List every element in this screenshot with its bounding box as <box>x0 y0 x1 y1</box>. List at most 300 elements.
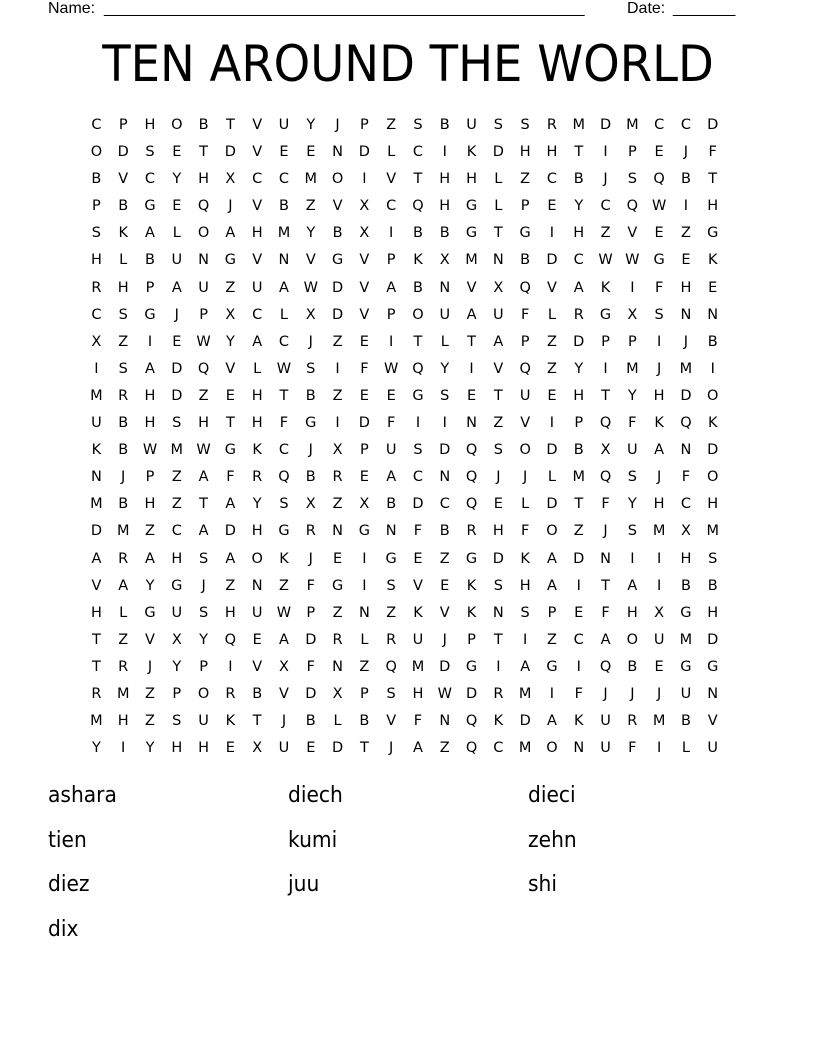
grid-cell[interactable]: B <box>386 496 397 513</box>
grid-cell[interactable]: V <box>359 306 370 323</box>
grid-cell[interactable]: S <box>172 713 182 730</box>
grid-cell[interactable]: I <box>630 550 635 567</box>
grid-cell[interactable]: W <box>303 279 318 296</box>
grid-cell[interactable]: H <box>144 415 156 432</box>
grid-cell[interactable]: H <box>439 171 451 188</box>
grid-cell[interactable]: Y <box>172 171 182 188</box>
grid-cell[interactable]: W <box>276 360 292 377</box>
grid-cell[interactable]: E <box>440 577 450 594</box>
grid-cell[interactable]: R <box>466 523 477 540</box>
grid-cell[interactable]: Q <box>626 198 639 215</box>
grid-cell[interactable]: A <box>573 279 584 296</box>
grid-cell[interactable]: D <box>492 550 504 567</box>
grid-cell[interactable]: R <box>573 306 584 323</box>
grid-cell[interactable]: G <box>144 604 156 621</box>
grid-cell[interactable]: G <box>599 306 612 323</box>
grid-cell[interactable]: X <box>359 225 370 242</box>
grid-cell[interactable]: C <box>278 171 290 188</box>
grid-cell[interactable]: I <box>549 415 555 432</box>
grid-cell[interactable]: B <box>305 469 316 486</box>
grid-cell[interactable]: V <box>252 658 263 675</box>
grid-cell[interactable]: D <box>331 306 344 323</box>
grid-cell[interactable]: U <box>439 306 451 323</box>
grid-cell[interactable]: Q <box>653 171 665 188</box>
grid-cell[interactable]: Q <box>412 360 424 377</box>
grid-cell[interactable]: B <box>118 415 129 432</box>
grid-cell[interactable]: E <box>172 144 182 161</box>
grid-cell[interactable]: A <box>546 713 557 730</box>
grid-cell[interactable]: Z <box>225 279 236 296</box>
grid-cell[interactable]: F <box>413 523 423 540</box>
grid-cell[interactable]: Z <box>680 225 691 242</box>
grid-cell[interactable]: I <box>549 685 555 702</box>
grid-cell[interactable]: G <box>680 658 692 675</box>
grid-cell[interactable]: Y <box>199 631 209 648</box>
grid-cell[interactable]: P <box>574 415 584 432</box>
grid-cell[interactable]: Z <box>493 415 504 432</box>
grid-cell[interactable]: N <box>90 469 102 486</box>
grid-cell[interactable]: H <box>144 117 156 133</box>
grid-cell[interactable]: T <box>199 144 209 161</box>
grid-cell[interactable]: U <box>278 117 290 133</box>
grid-cell[interactable]: B <box>707 577 718 594</box>
grid-cell[interactable]: N <box>600 550 611 567</box>
grid-cell[interactable]: C <box>546 171 557 188</box>
grid-cell[interactable]: I <box>710 360 715 377</box>
grid-cell[interactable]: K <box>252 442 262 459</box>
grid-cell[interactable]: T <box>279 387 289 404</box>
grid-cell[interactable]: N <box>251 577 263 594</box>
grid-cell[interactable]: J <box>281 713 287 730</box>
grid-cell[interactable]: E <box>359 387 369 404</box>
grid-cell[interactable]: E <box>225 740 235 757</box>
grid-cell[interactable]: H <box>707 604 719 621</box>
grid-cell[interactable]: S <box>627 469 637 486</box>
grid-cell[interactable]: E <box>547 198 557 215</box>
grid-cell[interactable]: B <box>305 713 316 730</box>
grid-cell[interactable]: V <box>252 198 263 215</box>
grid-cell[interactable]: U <box>251 604 263 621</box>
grid-cell[interactable]: I <box>389 333 394 350</box>
grid-cell[interactable]: Z <box>600 225 611 242</box>
grid-cell[interactable]: F <box>520 306 530 323</box>
grid-cell[interactable]: A <box>413 740 423 757</box>
grid-cell[interactable]: T <box>708 171 718 188</box>
grid-cell[interactable]: I <box>335 415 340 432</box>
grid-cell[interactable]: S <box>145 144 155 161</box>
grid-cell[interactable]: Z <box>573 523 584 540</box>
grid-cell[interactable]: I <box>362 171 367 188</box>
grid-cell[interactable]: S <box>520 117 530 133</box>
grid-cell[interactable]: G <box>331 252 344 269</box>
grid-cell[interactable]: H <box>198 415 210 432</box>
grid-cell[interactable]: U <box>627 442 638 459</box>
grid-cell[interactable]: V <box>520 415 531 432</box>
grid-cell[interactable]: M <box>411 658 425 675</box>
grid-cell[interactable]: Q <box>519 279 531 296</box>
grid-cell[interactable]: I <box>469 360 474 377</box>
grid-cell[interactable]: O <box>707 387 719 404</box>
grid-cell[interactable]: W <box>383 360 399 377</box>
grid-cell[interactable]: D <box>573 550 585 567</box>
grid-cell[interactable]: A <box>546 577 557 594</box>
grid-cell[interactable]: K <box>225 713 236 730</box>
grid-cell[interactable]: C <box>680 496 691 513</box>
grid-cell[interactable]: E <box>306 740 316 757</box>
grid-cell[interactable]: A <box>520 658 531 675</box>
grid-cell[interactable]: U <box>251 279 263 296</box>
grid-cell[interactable]: S <box>386 685 396 702</box>
grid-cell[interactable]: M <box>679 360 693 377</box>
grid-cell[interactable]: A <box>145 360 155 377</box>
grid-cell[interactable]: J <box>496 469 501 486</box>
grid-cell[interactable]: D <box>358 415 370 432</box>
grid-cell[interactable]: Y <box>306 117 316 133</box>
grid-cell[interactable]: C <box>680 117 691 133</box>
grid-cell[interactable]: G <box>465 658 478 675</box>
grid-cell[interactable]: H <box>519 144 531 161</box>
grid-cell[interactable]: W <box>196 442 211 459</box>
grid-cell[interactable]: V <box>386 171 397 188</box>
grid-cell[interactable]: V <box>627 225 638 242</box>
grid-cell[interactable]: H <box>224 604 236 621</box>
grid-cell[interactable]: X <box>171 631 182 648</box>
grid-cell[interactable]: Z <box>145 523 155 540</box>
grid-cell[interactable]: K <box>413 252 423 269</box>
grid-cell[interactable]: D <box>224 144 236 161</box>
grid-cell[interactable]: S <box>118 306 128 323</box>
grid-cell[interactable]: I <box>121 740 126 757</box>
grid-cell[interactable]: Y <box>172 658 182 675</box>
grid-cell[interactable]: Y <box>627 387 637 404</box>
grid-cell[interactable]: V <box>546 279 557 296</box>
grid-cell[interactable]: A <box>386 279 397 296</box>
grid-cell[interactable]: H <box>653 496 665 513</box>
grid-cell[interactable]: Z <box>546 631 557 648</box>
grid-cell[interactable]: Y <box>440 360 450 377</box>
grid-cell[interactable]: Q <box>599 469 612 486</box>
grid-cell[interactable]: T <box>601 577 610 594</box>
grid-cell[interactable]: Q <box>680 415 692 432</box>
grid-cell[interactable]: D <box>439 658 451 675</box>
grid-cell[interactable]: Q <box>197 198 210 215</box>
grid-cell[interactable]: A <box>225 496 236 513</box>
grid-cell[interactable]: T <box>225 415 235 432</box>
grid-cell[interactable]: E <box>547 387 557 404</box>
grid-cell[interactable]: S <box>627 523 637 540</box>
grid-cell[interactable]: B <box>145 252 155 269</box>
grid-cell[interactable]: J <box>389 740 394 757</box>
grid-cell[interactable]: H <box>117 279 129 296</box>
grid-cell[interactable]: Z <box>171 469 182 486</box>
grid-cell[interactable]: B <box>332 225 343 242</box>
grid-cell[interactable]: V <box>252 144 263 161</box>
grid-cell[interactable]: Z <box>359 658 370 675</box>
grid-cell[interactable]: V <box>359 279 370 296</box>
grid-cell[interactable]: C <box>600 198 611 215</box>
grid-cell[interactable]: C <box>252 171 263 188</box>
grid-cell[interactable]: G <box>171 577 183 594</box>
grid-cell[interactable]: A <box>466 306 477 323</box>
grid-cell[interactable]: R <box>225 685 236 702</box>
grid-cell[interactable]: L <box>494 198 503 215</box>
grid-cell[interactable]: G <box>385 550 397 567</box>
grid-cell[interactable]: E <box>332 550 343 567</box>
grid-cell[interactable]: M <box>518 740 532 757</box>
grid-cell[interactable]: H <box>251 415 263 432</box>
grid-cell[interactable]: J <box>656 469 662 486</box>
grid-cell[interactable]: I <box>656 577 662 594</box>
grid-cell[interactable]: A <box>252 333 263 350</box>
grid-cell[interactable]: I <box>656 740 662 757</box>
grid-cell[interactable]: E <box>413 550 423 567</box>
grid-cell[interactable]: W <box>625 252 640 269</box>
grid-cell[interactable]: X <box>332 442 343 459</box>
grid-cell[interactable]: E <box>172 333 182 350</box>
grid-cell[interactable]: I <box>630 279 635 296</box>
grid-cell[interactable]: U <box>171 252 183 269</box>
grid-cell[interactable]: S <box>279 496 289 513</box>
grid-cell[interactable]: P <box>359 442 369 459</box>
grid-cell[interactable]: T <box>493 225 503 242</box>
grid-cell[interactable]: G <box>680 604 692 621</box>
grid-cell[interactable]: B <box>573 442 584 459</box>
grid-cell[interactable]: P <box>547 604 557 621</box>
grid-cell[interactable]: U <box>385 442 397 459</box>
grid-cell[interactable]: I <box>603 360 608 377</box>
grid-cell[interactable]: O <box>412 306 424 323</box>
grid-cell[interactable]: T <box>601 387 610 404</box>
grid-cell[interactable]: G <box>224 252 236 269</box>
grid-cell[interactable]: F <box>226 469 235 486</box>
grid-cell[interactable]: H <box>251 387 263 404</box>
grid-cell[interactable]: O <box>331 171 344 188</box>
grid-cell[interactable]: J <box>442 631 447 648</box>
grid-cell[interactable]: F <box>654 279 664 296</box>
grid-cell[interactable]: C <box>386 198 397 215</box>
grid-cell[interactable]: E <box>252 631 262 648</box>
grid-cell[interactable]: Y <box>145 740 155 757</box>
grid-cell[interactable]: Y <box>91 740 101 757</box>
grid-cell[interactable]: J <box>656 360 662 377</box>
grid-cell[interactable]: F <box>574 685 583 702</box>
grid-cell[interactable]: M <box>277 225 291 242</box>
grid-cell[interactable]: I <box>362 550 367 567</box>
grid-cell[interactable]: Q <box>465 740 478 757</box>
grid-cell[interactable]: A <box>198 469 209 486</box>
grid-cell[interactable]: J <box>630 685 635 702</box>
grid-cell[interactable]: L <box>333 713 342 730</box>
grid-cell[interactable]: H <box>144 496 156 513</box>
grid-cell[interactable]: L <box>521 496 530 513</box>
grid-cell[interactable]: D <box>546 496 558 513</box>
grid-cell[interactable]: V <box>332 198 343 215</box>
grid-cell[interactable]: L <box>494 171 503 188</box>
grid-cell[interactable]: F <box>413 713 423 730</box>
grid-cell[interactable]: V <box>252 117 263 133</box>
grid-cell[interactable]: B <box>412 279 423 296</box>
grid-cell[interactable]: A <box>654 442 665 459</box>
grid-cell[interactable]: E <box>279 144 289 161</box>
grid-cell[interactable]: R <box>627 713 638 730</box>
grid-cell[interactable]: Z <box>332 604 343 621</box>
grid-cell[interactable]: B <box>680 171 691 188</box>
grid-cell[interactable]: V <box>439 604 450 621</box>
grid-cell[interactable]: I <box>228 658 233 675</box>
grid-cell[interactable]: Z <box>225 577 236 594</box>
grid-cell[interactable]: C <box>91 117 102 133</box>
grid-cell[interactable]: U <box>493 306 504 323</box>
grid-cell[interactable]: J <box>683 333 689 350</box>
grid-cell[interactable]: X <box>439 252 450 269</box>
grid-cell[interactable]: M <box>116 685 130 702</box>
grid-cell[interactable]: A <box>493 333 504 350</box>
grid-cell[interactable]: K <box>520 550 530 567</box>
grid-cell[interactable]: G <box>519 225 531 242</box>
grid-cell[interactable]: P <box>359 117 369 133</box>
grid-cell[interactable]: Q <box>465 713 478 730</box>
grid-cell[interactable]: G <box>465 225 478 242</box>
grid-cell[interactable]: N <box>492 252 504 269</box>
grid-cell[interactable]: A <box>118 577 129 594</box>
grid-cell[interactable]: H <box>680 279 692 296</box>
grid-cell[interactable]: Z <box>439 740 450 757</box>
grid-cell[interactable]: V <box>145 631 155 648</box>
grid-cell[interactable]: G <box>144 306 156 323</box>
grid-cell[interactable]: E <box>493 496 503 513</box>
grid-cell[interactable]: D <box>439 442 451 459</box>
grid-cell[interactable]: K <box>707 415 718 432</box>
grid-cell[interactable]: S <box>306 360 316 377</box>
grid-cell[interactable]: L <box>547 469 556 486</box>
grid-cell[interactable]: H <box>171 550 183 567</box>
grid-cell[interactable]: M <box>706 523 719 540</box>
grid-cell[interactable]: C <box>91 306 102 323</box>
grid-cell[interactable]: O <box>626 631 639 648</box>
grid-cell[interactable]: V <box>466 279 477 296</box>
grid-cell[interactable]: B <box>573 171 584 188</box>
grid-cell[interactable]: S <box>172 415 182 432</box>
grid-cell[interactable]: Z <box>305 198 316 215</box>
grid-cell[interactable]: H <box>117 713 129 730</box>
grid-cell[interactable]: J <box>683 144 689 161</box>
grid-cell[interactable]: S <box>118 360 128 377</box>
grid-cell[interactable]: Y <box>627 496 637 513</box>
grid-cell[interactable]: S <box>440 387 450 404</box>
grid-cell[interactable]: U <box>91 415 102 432</box>
grid-cell[interactable]: O <box>171 117 183 133</box>
grid-cell[interactable]: T <box>91 631 101 648</box>
grid-cell[interactable]: M <box>90 387 103 404</box>
grid-cell[interactable]: P <box>199 306 208 323</box>
grid-cell[interactable]: Q <box>278 469 290 486</box>
grid-cell[interactable]: P <box>172 685 182 702</box>
grid-cell[interactable]: U <box>653 631 665 648</box>
grid-cell[interactable]: N <box>278 252 290 269</box>
grid-cell[interactable]: A <box>627 577 638 594</box>
grid-cell[interactable]: Y <box>574 360 584 377</box>
grid-cell[interactable]: R <box>118 387 129 404</box>
grid-cell[interactable]: H <box>251 225 263 242</box>
grid-cell[interactable]: C <box>439 496 450 513</box>
grid-cell[interactable]: H <box>412 685 424 702</box>
grid-cell[interactable]: T <box>413 171 423 188</box>
grid-cell[interactable]: F <box>306 577 315 594</box>
grid-cell[interactable]: Y <box>306 225 316 242</box>
grid-cell[interactable]: V <box>305 252 316 269</box>
grid-cell[interactable]: U <box>680 685 692 702</box>
grid-cell[interactable]: D <box>599 117 612 133</box>
grid-cell[interactable]: U <box>412 631 424 648</box>
grid-cell[interactable]: B <box>520 252 531 269</box>
grid-cell[interactable]: F <box>681 469 691 486</box>
grid-cell[interactable]: D <box>224 523 236 540</box>
grid-cell[interactable]: L <box>119 604 128 621</box>
grid-cell[interactable]: T <box>252 713 262 730</box>
grid-cell[interactable]: E <box>359 469 369 486</box>
grid-cell[interactable]: S <box>413 442 423 459</box>
grid-cell[interactable]: F <box>520 523 530 540</box>
grid-cell[interactable]: U <box>278 740 290 757</box>
grid-cell[interactable]: O <box>707 469 719 486</box>
grid-cell[interactable]: D <box>680 387 692 404</box>
grid-cell[interactable]: B <box>707 333 718 350</box>
grid-cell[interactable]: F <box>360 360 369 377</box>
grid-cell[interactable]: S <box>520 604 530 621</box>
grid-cell[interactable]: S <box>627 171 637 188</box>
grid-cell[interactable]: F <box>279 415 289 432</box>
grid-cell[interactable]: W <box>651 198 667 215</box>
grid-cell[interactable]: T <box>91 658 101 675</box>
grid-cell[interactable]: Q <box>599 658 612 675</box>
grid-cell[interactable]: H <box>171 740 183 757</box>
grid-cell[interactable]: B <box>279 198 289 215</box>
grid-cell[interactable]: Z <box>439 550 450 567</box>
grid-cell[interactable]: M <box>304 171 318 188</box>
grid-cell[interactable]: Q <box>224 631 237 648</box>
grid-cell[interactable]: M <box>652 523 666 540</box>
grid-cell[interactable]: B <box>680 713 691 730</box>
grid-cell[interactable]: X <box>305 306 316 323</box>
grid-cell[interactable]: X <box>493 279 504 296</box>
grid-cell[interactable]: U <box>171 604 183 621</box>
grid-cell[interactable]: J <box>603 171 608 188</box>
grid-cell[interactable]: N <box>385 523 397 540</box>
grid-cell[interactable]: J <box>656 685 662 702</box>
grid-cell[interactable]: G <box>358 523 370 540</box>
grid-cell[interactable]: B <box>439 523 450 540</box>
grid-cell[interactable]: F <box>601 604 610 621</box>
grid-cell[interactable]: Q <box>519 360 531 377</box>
grid-cell[interactable]: R <box>332 469 343 486</box>
grid-cell[interactable]: E <box>172 198 182 215</box>
grid-cell[interactable]: J <box>308 442 313 459</box>
grid-cell[interactable]: E <box>225 387 235 404</box>
grid-cell[interactable]: W <box>196 333 211 350</box>
grid-cell[interactable]: N <box>439 469 451 486</box>
grid-cell[interactable]: C <box>573 252 584 269</box>
grid-cell[interactable]: Y <box>145 577 155 594</box>
grid-cell[interactable]: L <box>119 252 128 269</box>
grid-cell[interactable]: B <box>252 685 263 702</box>
grid-cell[interactable]: B <box>198 117 209 133</box>
grid-cell[interactable]: Y <box>574 198 584 215</box>
grid-cell[interactable]: S <box>654 306 664 323</box>
grid-cell[interactable]: R <box>118 658 129 675</box>
grid-cell[interactable]: D <box>305 631 317 648</box>
grid-cell[interactable]: D <box>707 631 719 648</box>
grid-cell[interactable]: Q <box>465 442 478 459</box>
